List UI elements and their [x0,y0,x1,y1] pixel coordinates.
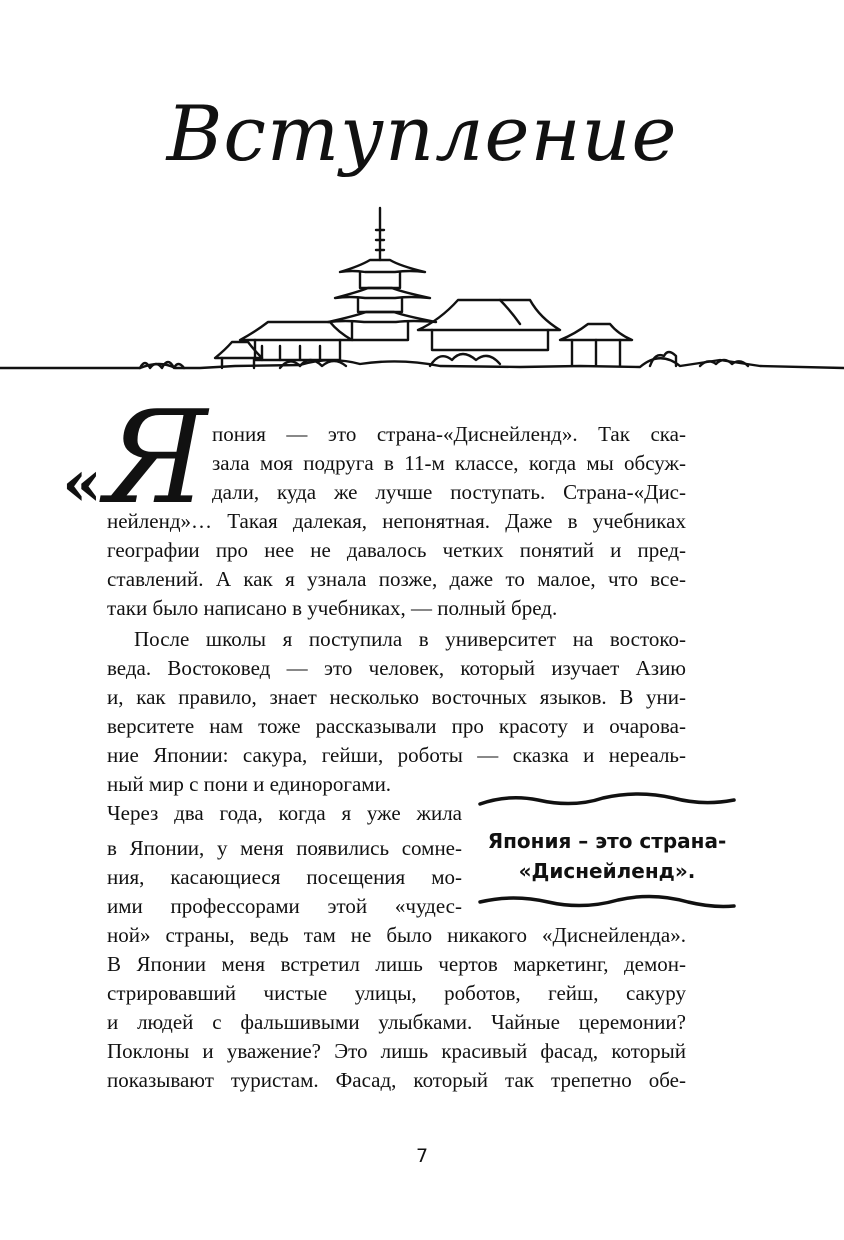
pull-quote-line: Япония – это страна- [487,829,727,853]
paragraph-line: Через два года, когда я уже жила [107,801,462,825]
japan-skyline-illustration [0,200,844,385]
paragraph-line: показывают туристам. Фасад, который так трепетно обе- [107,1068,686,1092]
paragraph-line: ный мир с пони и единорогами. [107,772,392,796]
dropcap-letter: Я [104,384,208,533]
paragraph-line: В Японии меня встретил лишь чертов маркетинг, демон- [107,952,686,976]
chapter-title: Вступление [166,89,678,178]
paragraph-line: и людей с фальшивыми улыбками. Чайные церемонии? [107,1010,686,1034]
dropcap-quote-mark: « [62,446,102,521]
paragraph-line: и, как правило, знает несколько восточных языков. В уни- [107,685,686,709]
paragraph-line: стрировавший чистые улицы, роботов, гейш, сакуру [107,981,686,1005]
paragraph-line: ния, касающиеся посещения мо- [107,865,462,889]
paragraph-line: ной» страны, ведь там не было никакого «Диснейленда». [107,923,686,947]
paragraph-line: верситете нам тоже рассказывали про красоту и очарова- [107,714,686,738]
paragraph-line: ние Японии: сакура, гейши, роботы — сказка и нереаль- [107,743,686,767]
paragraph-line: ими профессорами этой «чудес- [107,894,462,918]
paragraph-line: ставлений. А как я узнала позже, даже то малое, что все- [107,567,686,591]
paragraph-line: После школы я поступила в университет на востоко- [134,627,686,651]
paragraph-line: нейленд»… Такая далекая, непонятная. Даже в учебниках [107,509,686,533]
page-number: 7 [415,1145,429,1167]
paragraph-line: веда. Востоковед — это человек, который изучает Азию [107,656,686,680]
paragraph-line: пония — это страна-«Диснейленд». Так ска- [212,422,686,446]
paragraph-line: зала моя подруга в 11-м классе, когда мы обсуж- [212,451,686,475]
paragraph-line: таки было написано в учебниках, — полный бред. [107,596,558,620]
pull-quote-line: «Диснейленд». [518,859,696,883]
paragraph-line: географии про нее не давалось четких понятий и пред- [107,538,686,562]
paragraph-line: в Японии, у меня появились сомне- [107,836,462,860]
paragraph-line: Поклоны и уважение? Это лишь красивый фасад, который [107,1039,686,1063]
paragraph-line: дали, куда же лучше поступать. Страна-«Дис- [212,480,686,504]
